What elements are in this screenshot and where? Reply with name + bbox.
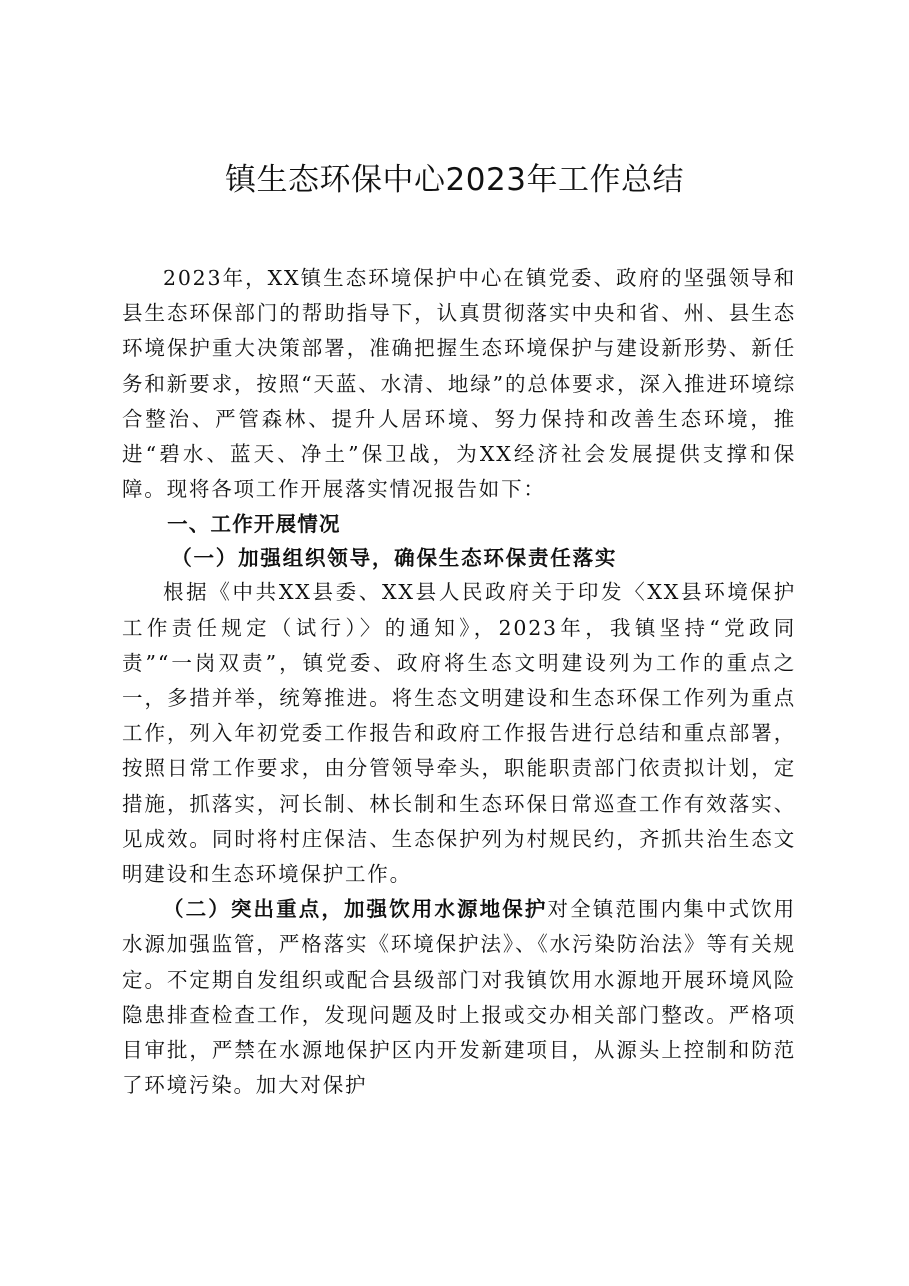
document-title: 镇生态环保中心2023年工作总结 [225, 162, 684, 198]
subsection-paragraph-water-source [122, 892, 796, 1103]
subsection-heading-organization: （一）加强组织领导，确保生态环保责任落实 [171, 546, 618, 571]
subsection-paragraph-organization: 根据《中共XX县委、XX县人民政府关于印发〈XX县环境保护工作责任规定（试行）〉的通知》，2023年，我镇坚持“党政同责”“一岗双责”，镇党委、政府将生态文明建设列为工作的重点之一，多措并举，统筹推进。将生态文明建设和生态环保工作列为重点工作，列入年初党委工作报告和政府工作报告进行总结和重点部署，按照日常工作要求，由分管领导牵头，职能职责部门依责拟计划，定措施，抓落实，河长制、林长制和生态环保日常巡查工作有效落实、见成效。同时将村庄保洁、生态保护列为村规民约，齐抓共治生态文明建设和生态环境保护工作。 [122, 580, 796, 887]
document-body [122, 261, 796, 1103]
subsection-text-water-source: 对全镇范围内集中式饮用水源加强监管，严格落实《环境保护法》、《水污染防治法》等有关规定。不定期自发组织或配合县级部门对我镇饮用水源地开展环境风险隐患排查检查工作，发现问题及时上报或交办相关部门整改。严格项目审批，严禁在水源地保护区内开发新建项目，从源头上控制和防范了环境污染。加大对保护 [122, 897, 796, 1098]
section-heading-work-status: 一、工作开展情况 [167, 512, 341, 537]
intro-paragraph: 2023年，XX镇生态环境保护中心在镇党委、政府的坚强领导和县生态环保部门的帮助指导下，认真贯彻落实中央和省、州、县生态环境保护重大决策部署，准确把握生态环境保护与建设新形势、新任务和新要求，按照“天蓝、水清、地绿”的总体要求，深入推进环境综合整治、严管森林、提升人居环境、努力保持和改善生态环境，推进“碧水、蓝天、净土”保卫战，为XX经济社会发展提供支撑和保障。现将各项工作开展落实情况报告如下： [122, 266, 796, 502]
subsection-heading-water-source: （二）突出重点，加强饮用水源地保护 [163, 897, 548, 922]
